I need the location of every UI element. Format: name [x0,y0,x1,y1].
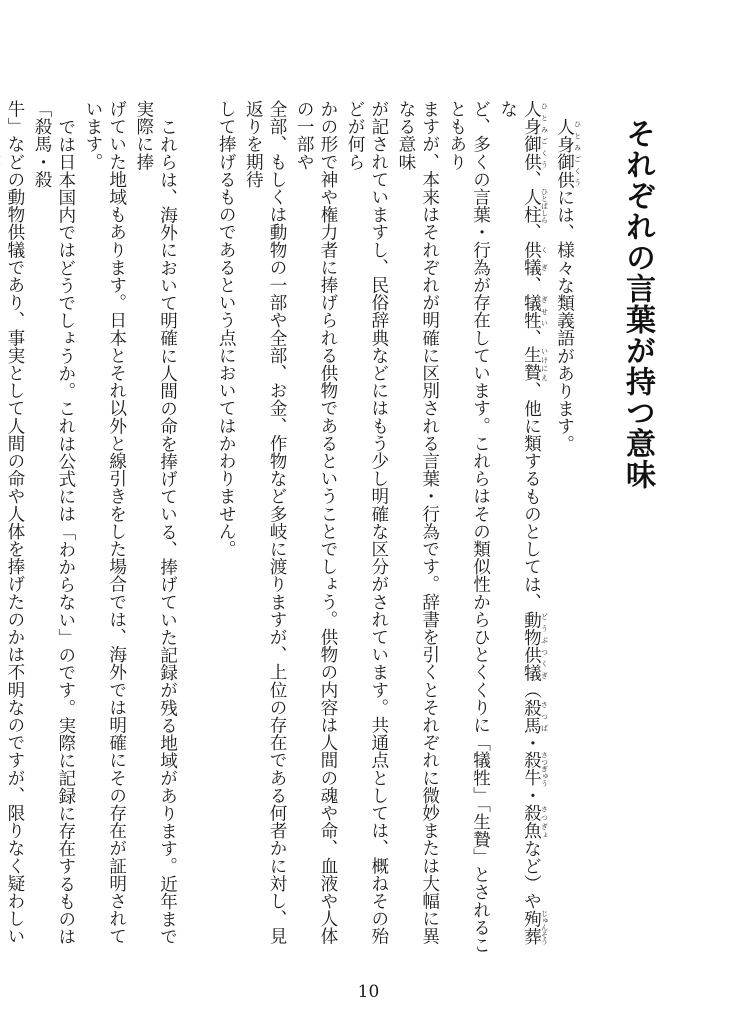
text-column: では日本国内ではどうでしょうか。これは公式には「わからない」のです。実際に記録に存在するものは「殺馬・殺 [32,100,76,945]
text-column: ますが、本来はそれぞれが明確に区別される言葉・行為です。辞書を引くとそれぞれに微妙または大幅に異なる意味 [395,100,440,945]
text-column: が記されていますし、民俗辞典などにはもう少し明確な区分がされています。共通点としては、概ねその殆どが何ら [345,100,389,945]
text-column: かの形で神や権力者に捧げられる供物であるということでしょう。供物の内容は人間の魂や命、血液や人体の一部や [294,100,338,945]
body-text [0,100,585,960]
page-number: 10 [357,982,380,1002]
text-column: げていた地域もあります。日本とそれ以外と線引きをした場合では、海外では明確にその存在が証明されています。 [82,100,127,945]
text-column: 牛」などの動物供犠であり、事実として人間の命や人体を捧げたのかは不明なのですが、限りなく疑わしい [4,100,25,945]
text-column: 人身御供 ひとみごくうには、様々な類義語があります。 [554,117,582,452]
page-title: それぞれの言葉が持つ意味 [620,118,655,490]
text-column: 人身御供 ひとみごくう、人柱 ひとばしら、供犠 くぎ、犠牲 ぎせい、生贄 いけにえ、他に類するものとしては、動物供犠 どうぶつくぎ（殺馬 さつば・殺牛 さつぎゅう・殺魚 さつぎょなど）や殉葬 じゅんそうな [497,100,549,946]
text-column: 全部、もしくは動物の一部や全部、お金、作物など多岐に渡りますが、上位の存在である何者かに対し、見返りを期待 [243,100,288,945]
text-column: これらは、海外において明確に人間の命を捧げている、捧げていた記録が残る地域があります。近年まで実際に捧 [133,100,178,945]
text-column: ど、多くの言葉・行為が存在しています。これらはその類似性からひとくくりに「犠牲」「生贄」とされることもあり [446,100,491,954]
text-column: して捧げるものであるという点においてはかわりません。 [216,100,237,558]
